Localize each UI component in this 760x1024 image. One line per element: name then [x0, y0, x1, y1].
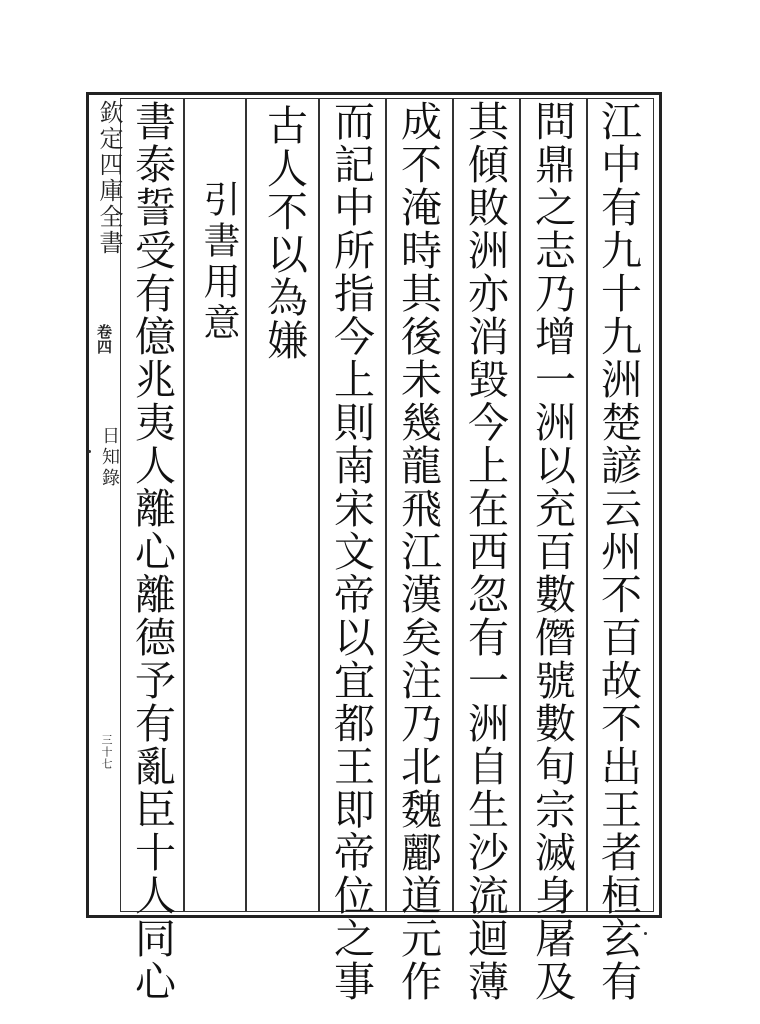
text-column-6: 古人不以為嫌 [260, 104, 308, 362]
volume-label: 卷四 [95, 324, 113, 354]
margin-column [92, 96, 123, 912]
text-column-8: 書泰誓受有億兆夷人離心離德予有亂臣十人同心 [128, 100, 176, 1003]
column-divider [586, 98, 588, 912]
scan-speck [88, 450, 91, 453]
column-divider [452, 98, 454, 912]
scan-speck [644, 932, 647, 935]
column-divider [245, 98, 247, 912]
column-divider [519, 98, 521, 912]
book-title: 欽定四庫全書 [95, 100, 123, 256]
column-divider [318, 98, 320, 912]
text-column-4: 成不淹時其後未幾龍飛江漢矣注乃北魏酈道元作 [394, 100, 442, 1003]
work-title: 日知錄 [99, 426, 120, 489]
column-divider [385, 98, 387, 912]
text-column-5: 而記中所指今上則南宋文帝以宜都王即帝位之事 [327, 100, 375, 1003]
text-column-1: 江中有九十九洲楚諺云州不百故不出王者桓玄有 [594, 100, 642, 1003]
column-divider [183, 98, 185, 912]
text-column-2: 問鼎之志乃增一洲以充百數僭號數旬宗滅身屠及 [528, 100, 576, 1003]
section-heading: 引書用意 [197, 180, 240, 344]
page-number: 三十七 [100, 734, 113, 770]
text-column-3: 其傾敗洲亦消毀今上在西忽有一洲自生沙流迴薄 [461, 100, 509, 1003]
